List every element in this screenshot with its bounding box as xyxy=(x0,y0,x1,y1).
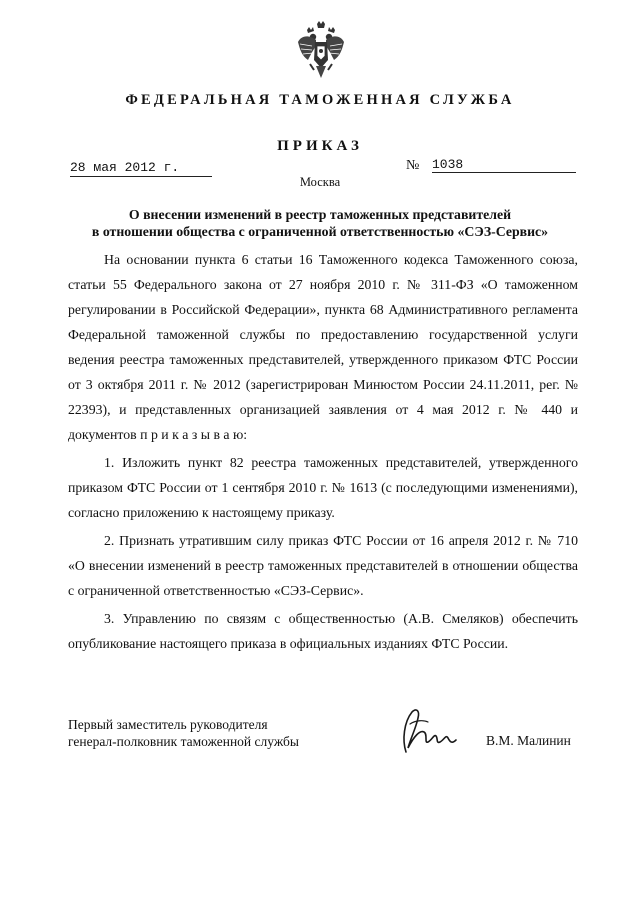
order-date: 28 мая 2012 г. xyxy=(70,160,212,177)
signatory-position xyxy=(68,716,299,750)
handwritten-signature-icon xyxy=(398,702,460,760)
order-number: 1038 xyxy=(432,157,576,173)
russian-coat-of-arms-icon xyxy=(296,20,346,82)
order-body xyxy=(68,247,578,659)
command-word: п р и к а з ы в а ю: xyxy=(140,427,248,442)
position-line-1: Первый заместитель руководителя xyxy=(68,717,268,732)
city: Москва xyxy=(299,175,341,189)
agency-name: ФЕДЕРАЛЬНАЯ ТАМОЖЕННАЯ СЛУЖБА xyxy=(125,92,515,108)
number-sign: № xyxy=(406,158,420,173)
subject-line-1: О внесении изменений в реестр таможенных представителей xyxy=(128,207,512,222)
document-type: ПРИКАЗ xyxy=(277,138,363,154)
order-item-3: 3. Управлению по связям с общественностью (А.В. Смеляков) обеспечить опубликование настоящего приказа в официальных изданиях ФТС России. xyxy=(68,611,578,651)
order-subject xyxy=(60,206,580,240)
position-line-2: генерал-полковник таможенной службы xyxy=(68,734,299,749)
signatory-name: В.М. Малинин xyxy=(486,733,571,748)
order-number-block xyxy=(406,156,576,174)
order-item-2: 2. Признать утратившим силу приказ ФТС России от 16 апреля 2012 г. № 710 «О внесении изменений в реестр таможенных представителей в отношении общества с ограниченной ответственностью «СЭЗ-Сервис». xyxy=(68,533,578,598)
preamble-paragraph xyxy=(68,247,578,447)
subject-line-2: в отношении общества с ограниченной ответственностью «СЭЗ-Сервис» xyxy=(91,224,549,239)
order-item-1: 1. Изложить пункт 82 реестра таможенных представителей, утвержденного приказом ФТС России от 1 сентября 2010 г. № 1613 (с последующими изменениями), согласно приложению к настоящему приказу. xyxy=(68,455,578,520)
preamble-text: На основании пункта 6 статьи 16 Таможенного кодекса Таможенного союза, статьи 55 Федерального закона от 27 ноября 2010 г. № 311-ФЗ «О таможенном регулировании в Российской Федерации», пункта 68 Административного регламента Федеральной таможенной службы по предоставлению государственной услуги ведения реестра таможенных представителей, утвержденного приказом ФТС России от 3 октября 2011 г. № 2012 (зарегистрирован Минюстом России 24.11.2011, рег. № 22393), и представленных организацией заявления от 4 мая 2012 г. № 440 и документов xyxy=(68,252,578,442)
